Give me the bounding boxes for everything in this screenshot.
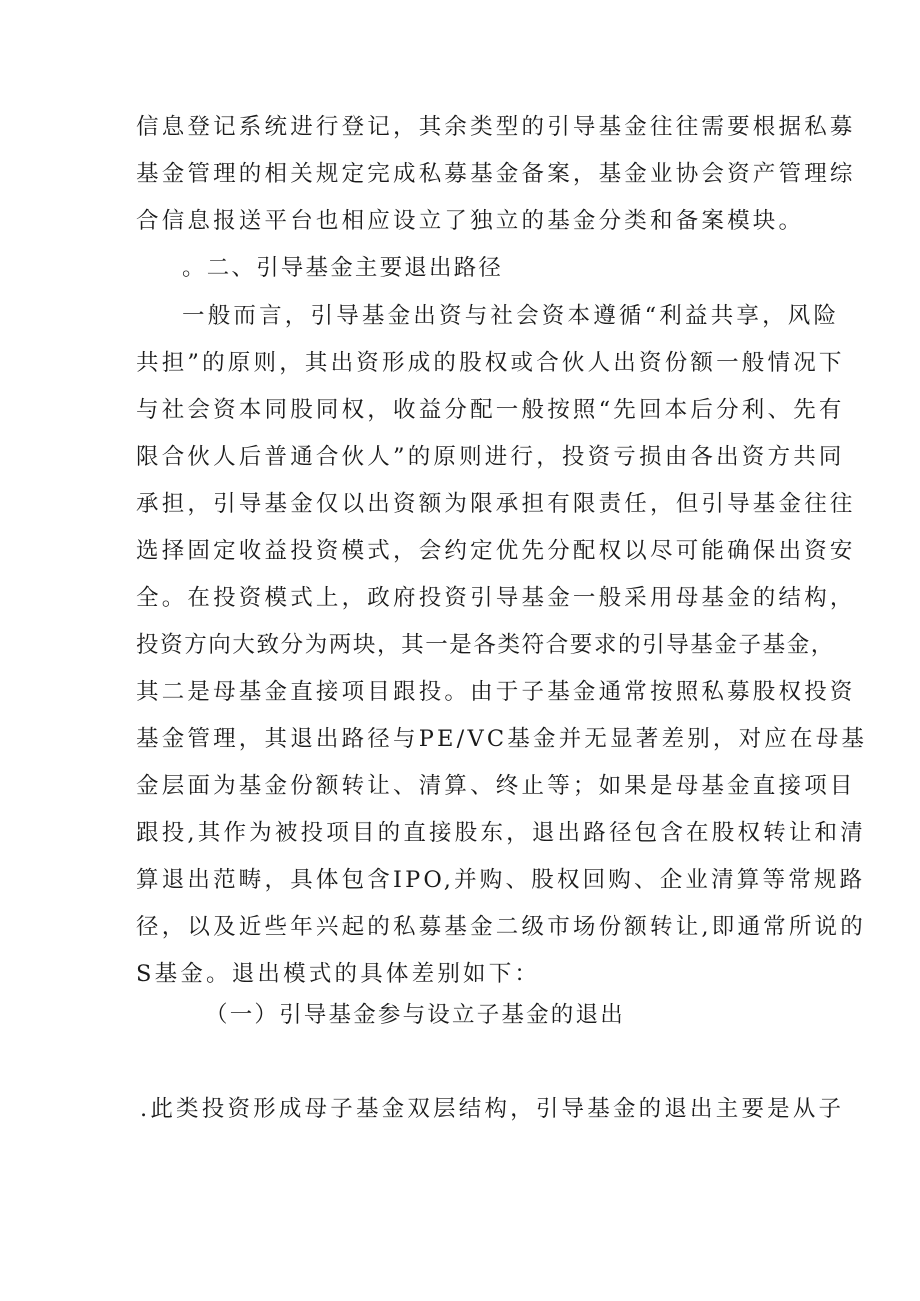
paragraph-line: 与社会资本同股同权，收益分配一般按照“先回本后分利、先有	[136, 397, 845, 423]
paragraph-line: 限合伙人后普通合伙人”的原则进行，投资亏损由各出资方共同	[136, 444, 845, 470]
paragraph-line: 合信息报送平台也相应设立了独立的基金分类和备案模块。	[136, 208, 805, 234]
paragraph-line: 承担，引导基金仅以出资额为限承担有限责任，但引导基金往往	[136, 491, 856, 517]
section-heading: 。二、引导基金主要退出路径	[182, 255, 504, 281]
paragraph-line: 选择固定收益投资模式，会约定优先分配权以尽可能确保出资安	[136, 538, 856, 564]
paragraph-line: 基金管理的相关规定完成私募基金备案，基金业协会资产管理综	[136, 161, 856, 187]
paragraph-line: 其二是母基金直接项目跟投。由于子基金通常按照私募股权投资	[136, 679, 856, 705]
paragraph-line: 一般而言，引导基金出资与社会资本遵循“利益共享，风险	[182, 303, 840, 329]
paragraph-line: 全。在投资模式上，政府投资引导基金一般采用母基金的结构，	[136, 585, 856, 611]
paragraph-line: 信息登记系统进行登记，其余类型的引导基金往往需要根据私募	[136, 114, 856, 140]
paragraph-line: 金层面为基金份额转让、清算、终止等；如果是母基金直接项目	[136, 773, 856, 799]
paragraph-line: 投资方向大致分为两块，其一是各类符合要求的引导基金子基金，	[136, 632, 835, 658]
paragraph-line: 算退出范畴，具体包含IPO,并购、股权回购、企业清算等常规路	[136, 867, 866, 893]
paragraph-line: 跟投,其作为被投项目的直接股东，退出路径包含在股权转让和清	[136, 820, 866, 846]
paragraph-line: 基金管理，其退出路径与PE/VC基金并无显著差别，对应在母基	[136, 726, 868, 752]
paragraph-line: S基金。退出模式的具体差别如下：	[136, 961, 541, 987]
subsection-heading: （一）引导基金参与设立子基金的退出	[205, 1002, 625, 1028]
paragraph-line: 共担”的原则，其出资形成的股权或合伙人出资份额一般情况下	[136, 350, 845, 376]
paragraph-line: .此类投资形成母子基金双层结构，引导基金的退出主要是从子	[140, 1096, 845, 1122]
paragraph-line: 径，以及近些年兴起的私募基金二级市场份额转让,即通常所说的	[136, 914, 866, 940]
